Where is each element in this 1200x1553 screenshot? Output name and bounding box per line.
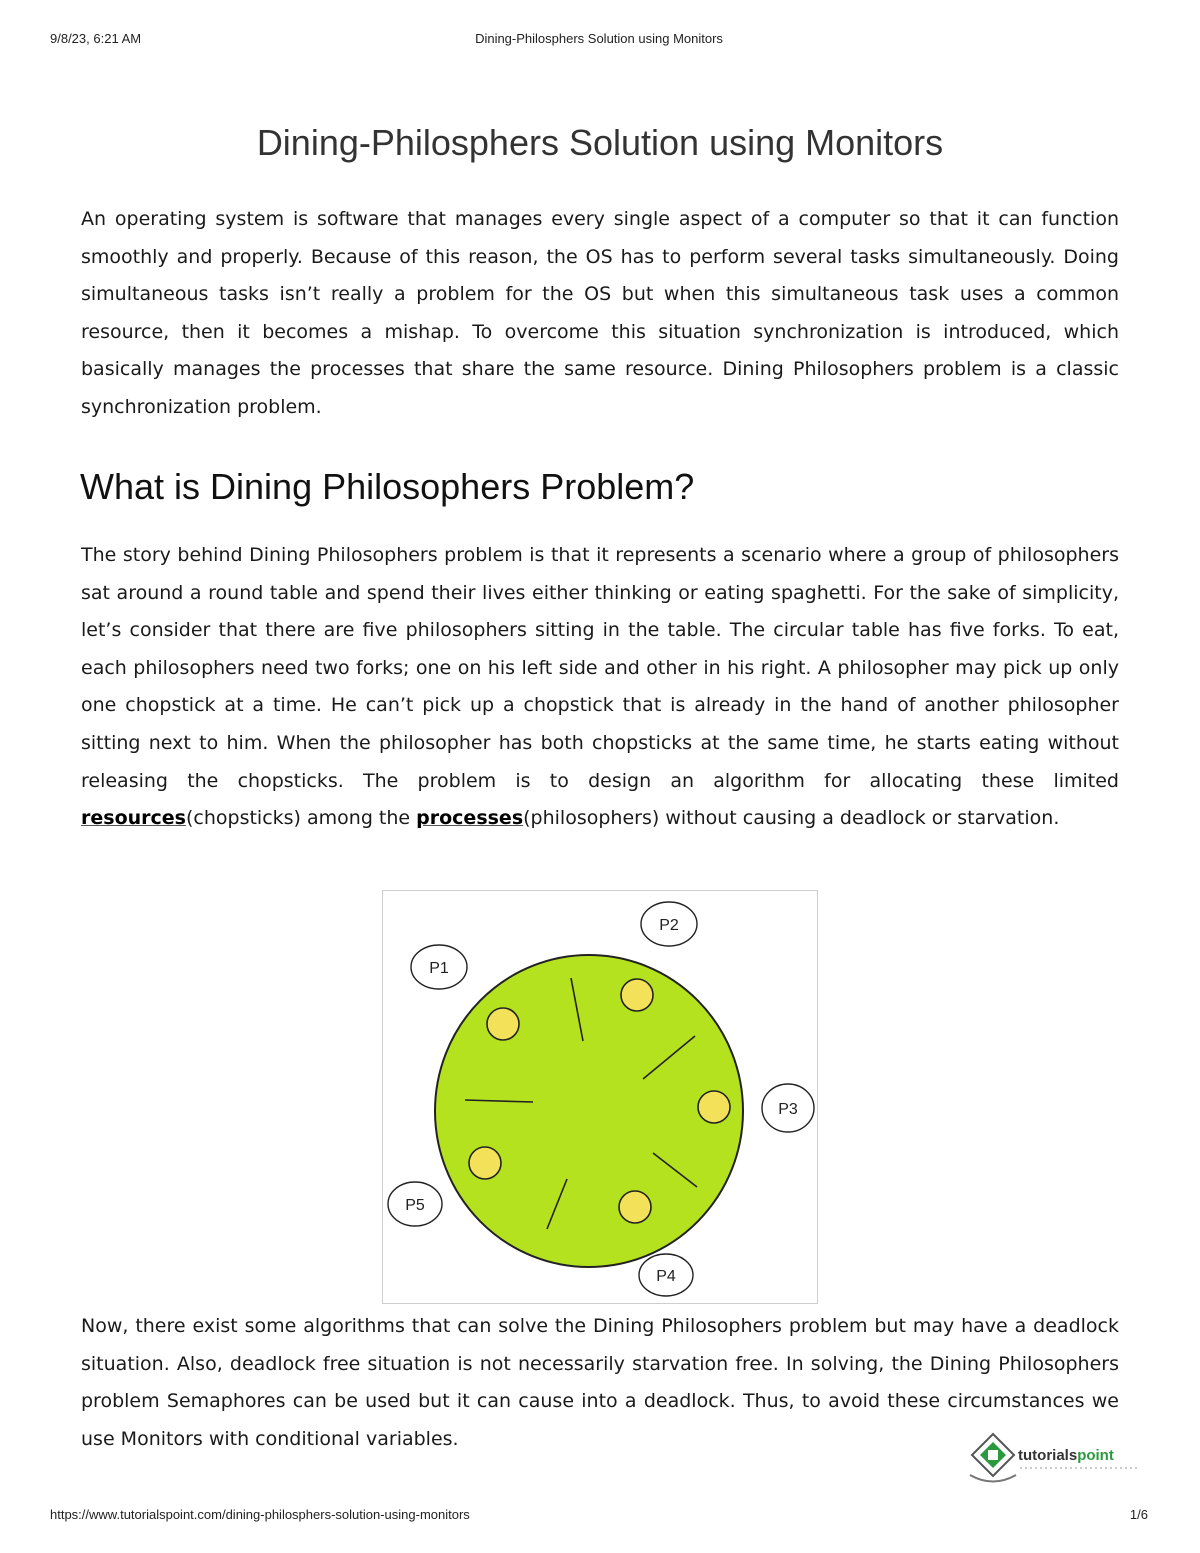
logo-page-icon <box>988 1450 998 1460</box>
intro-paragraph: An operating system is software that manages every single aspect of a computer so that it can function smoothly and properly. Because of this reason, the OS has to perform several tasks simultaneously. Doing simultaneous tasks isn’t really a problem for the OS but when this simultaneous task uses a common resource, then it becomes a mishap. To overcome this situation synchronization is introduced, which basically manages the processes that share the same resource. Dining Philosophers problem is a classic synchronization problem. <box>81 208 1119 418</box>
round-table <box>435 955 743 1267</box>
print-page-title: Dining-Philosphers Solution using Monitors <box>475 31 723 46</box>
print-footer <box>50 1507 1148 1525</box>
plate <box>698 1091 730 1123</box>
story-text-before: The story behind Dining Philosophers problem is that it represents a scenario where a group of philosophers sat around a round table and spend their lives either thinking or eating spaghetti. For the sake of simplicity, let’s consider that there are five philosophers sitting in the table. The circular table has five forks. To eat, each philosophers need two forks; one on his left side and other in his right. A philosopher may pick up only one chopstick at a time. He can’t pick up a chopstick that is already in the hand of another philosopher sitting next to him. When the philosopher has both chopsticks at the same time, he starts eating without releasing the chopsticks. The problem is to design an algorithm for allocating these limited <box>81 544 1119 792</box>
tutorialspoint-logo <box>968 1428 1148 1490</box>
print-url: https://www.tutorialspoint.com/dining-philosphers-solution-using-monitors <box>50 1507 470 1522</box>
philosopher-label: P4 <box>656 1268 676 1285</box>
plate <box>469 1147 501 1179</box>
page-title: Dining-Philosphers Solution using Monitors <box>256 122 944 163</box>
philosopher-label: P1 <box>429 960 449 977</box>
logo-word-tutorials: tutorials <box>1018 1447 1078 1464</box>
philosopher-p5 <box>388 1182 442 1226</box>
processes-link[interactable]: processes <box>416 807 524 830</box>
story-text-middle: (chopsticks) among the <box>185 807 417 830</box>
philosopher-label: P3 <box>778 1101 798 1118</box>
print-page-number: 1/6 <box>1129 1507 1148 1522</box>
philosopher-label: P5 <box>405 1197 425 1214</box>
print-header <box>50 31 1148 49</box>
philosopher-p1 <box>411 945 467 989</box>
philosopher-p2 <box>641 902 697 946</box>
philosopher-p3 <box>762 1084 814 1132</box>
print-datetime: 9/8/23, 6:21 AM <box>50 31 142 46</box>
dining-philosophers-diagram <box>382 890 818 1304</box>
conclusion-paragraph: Now, there exist some algorithms that can solve the Dining Philosophers problem but may have a deadlock situation. Also, deadlock free situation is not necessarily starvation free. In solving, the Dining Philosophers problem Semaphores can be used but it can cause into a deadlock. Thus, to avoid these circumstances we use Monitors with conditional variables. <box>81 1315 1119 1450</box>
resources-link[interactable]: resources <box>81 807 186 830</box>
logo-svg <box>968 1428 1148 1490</box>
diagram-svg <box>383 891 819 1305</box>
story-paragraph <box>81 537 1119 838</box>
plate <box>619 1191 651 1223</box>
section-heading: What is Dining Philosophers Problem? <box>80 466 695 507</box>
philosopher-p4 <box>639 1254 693 1296</box>
philosopher-label: P2 <box>659 917 679 934</box>
plate <box>487 1008 519 1040</box>
plate <box>621 979 653 1011</box>
logo-wordmark <box>1018 1447 1114 1464</box>
logo-word-point: point <box>1077 1447 1114 1464</box>
story-text-after: (philosophers) without causing a deadlock or starvation. <box>523 807 1060 830</box>
